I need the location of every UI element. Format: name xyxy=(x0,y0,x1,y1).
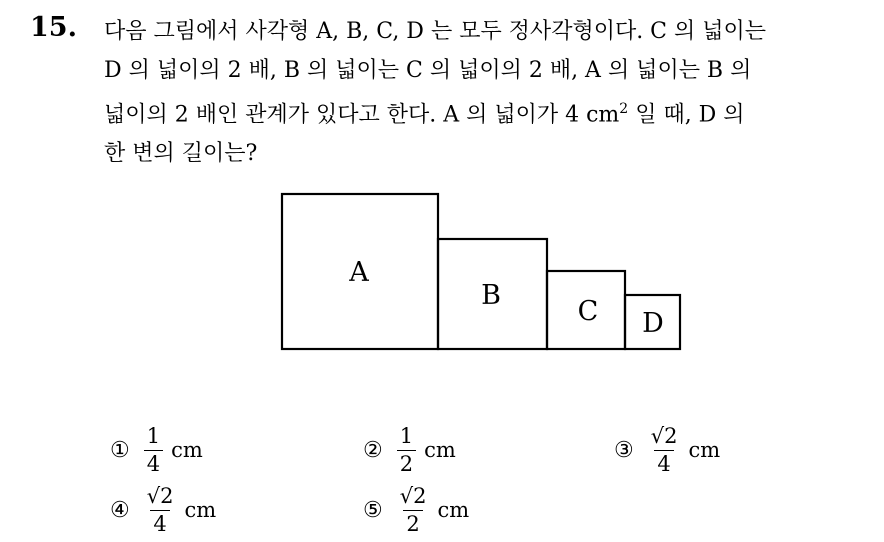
choice-5-denominator: 2 xyxy=(403,510,422,536)
label-b: B xyxy=(481,280,501,311)
choice-4-denominator: 4 xyxy=(150,510,169,536)
choice-3[interactable] xyxy=(614,424,720,476)
label-c: C xyxy=(577,296,599,327)
choice-4-number: ④ xyxy=(110,497,130,523)
choice-1-denominator: 4 xyxy=(144,450,163,476)
choice-4[interactable] xyxy=(110,484,216,536)
label-d: D xyxy=(642,308,664,339)
choice-2-fraction xyxy=(397,424,416,476)
choice-3-fraction xyxy=(648,424,681,476)
choice-3-unit: cm xyxy=(688,438,721,462)
choice-2-denominator: 2 xyxy=(397,450,416,476)
question-line-1: 다음 그림에서 사각형 A, B, C, D 는 모두 정사각형이다. C 의 넓이는 xyxy=(104,19,767,44)
label-a: A xyxy=(349,257,369,288)
question-line-3-superscript: 2 xyxy=(619,101,629,117)
choice-5-unit: cm xyxy=(437,498,470,522)
choice-1-unit: cm xyxy=(171,438,203,462)
choice-1[interactable] xyxy=(110,424,203,476)
choice-2[interactable] xyxy=(363,424,456,476)
choice-2-number: ② xyxy=(363,437,383,463)
choice-5-fraction xyxy=(397,484,430,536)
choice-4-numerator: √2 xyxy=(146,484,174,508)
choice-5-number: ⑤ xyxy=(363,497,383,523)
question-number: 15. xyxy=(30,12,77,43)
choice-4-unit: cm xyxy=(184,498,217,522)
choice-1-number: ① xyxy=(110,437,130,463)
question-line-3-text: 넓이의 2 배인 관계가 있다고 한다. A 의 넓이가 4 cm xyxy=(104,102,620,128)
choice-3-number: ③ xyxy=(614,437,634,463)
choice-3-numerator: √2 xyxy=(650,424,678,448)
choice-1-fraction xyxy=(144,424,163,476)
choice-4-fraction xyxy=(144,484,177,536)
choice-2-numerator: 1 xyxy=(399,424,414,448)
choice-3-denominator: 4 xyxy=(654,450,673,476)
question-line-2: D 의 넓이의 2 배, B 의 넓이는 C 의 넓이의 2 배, A 의 넓이는 B 의 xyxy=(104,58,752,83)
choice-1-numerator: 1 xyxy=(146,424,161,448)
choice-5[interactable] xyxy=(363,484,469,536)
question-line-4: 한 변의 길이는? xyxy=(104,141,258,167)
choice-2-unit: cm xyxy=(424,438,456,462)
question-line-3-tail: 일 때, D 의 xyxy=(628,102,745,128)
choice-5-numerator: √2 xyxy=(399,484,427,508)
